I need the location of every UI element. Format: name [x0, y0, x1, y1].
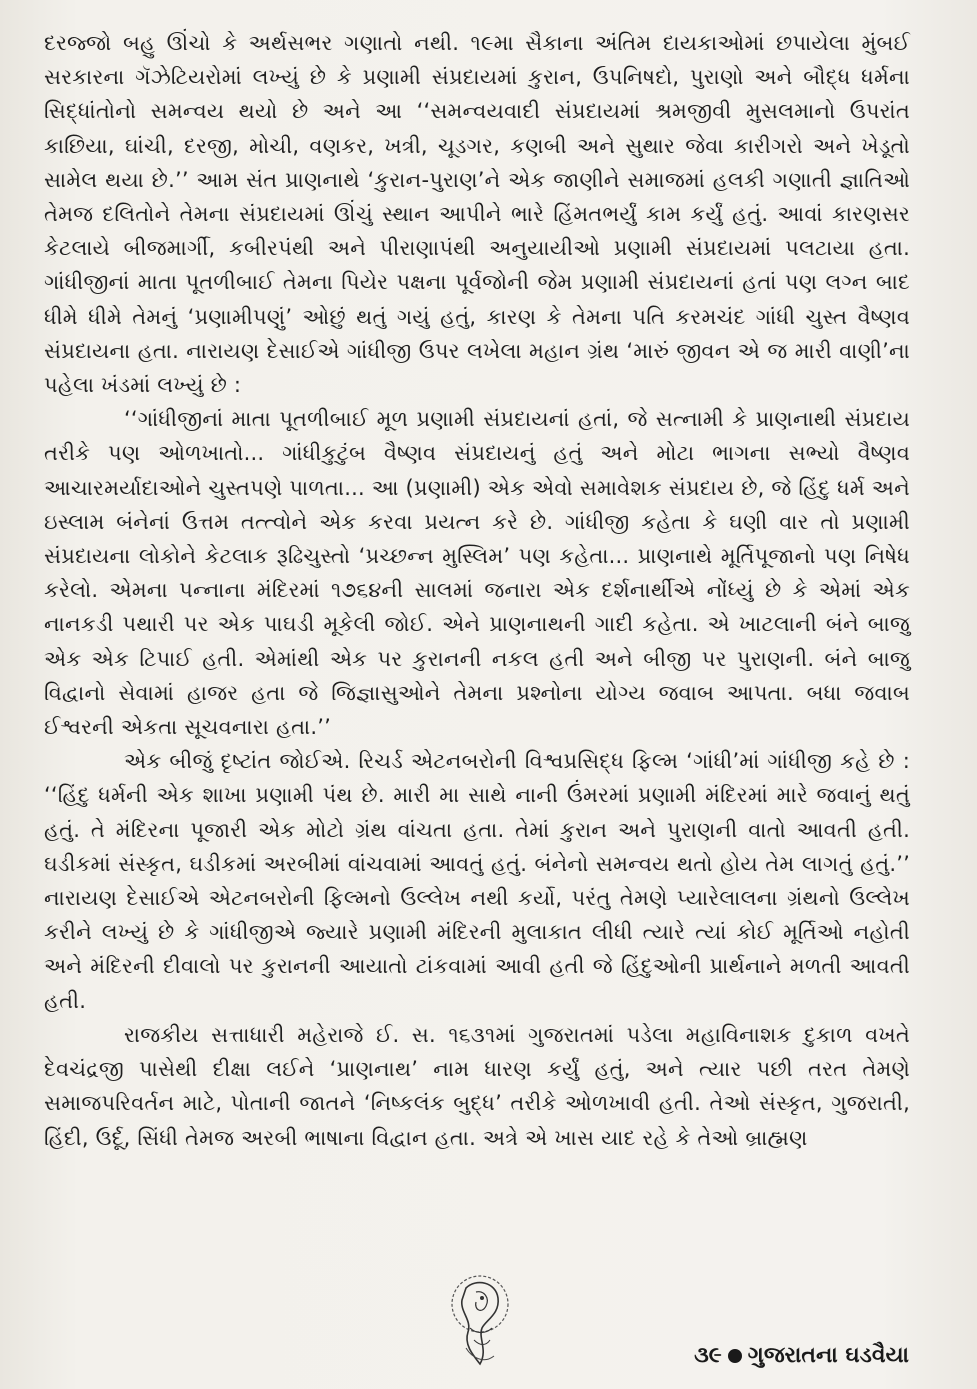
- bullet-icon: [728, 1349, 742, 1363]
- book-title: ગુજરાતના ઘડવૈયા: [747, 1343, 909, 1368]
- paragraph-2-quote: ‘‘ગાંધીજીનાં માતા પૂતળીબાઈ મૂળ પ્રણામી સંપ્રદાયનાં હતાં, જે સત્નામી કે પ્રાણનાથી સંપ્રદાય તરીકે પણ ઓળખાતો... ગાંધીકુટુંબ વૈષ્ણવ સંપ્રદાયનું હતું અને મોટા ભાગના સભ્યો વૈષ્ણવ આચારમર્યાદાઓને ચુસ્તપણે પાળતા... આ (પ્રણામી) એક એવો સમાવેશક સંપ્રદાય છે, જે હિંદુ ધર્મ અને ઇસ્લામ બંનેનાં ઉત્તમ તત્ત્વોને એક કરવા પ્રયત્ન કરે છે. ગાંધીજી કહેતા કે ઘણી વાર તો પ્રણામી સંપ્રદાયના લોકોને કેટલાક રૂઢિચુસ્તો ‘પ્રચ્છન્ન મુસ્લિમ’ પણ કહેતા... પ્રાણનાથે મૂર્તિપૂજાનો પણ નિષેધ કરેલો. એમના પન્નાના મંદિરમાં ૧૭૬૪ની સાલમાં જનારા એક દર્શનાર્થીએ નોંધ્યું છે કે એમાં એક નાનકડી પથારી પર એક પાઘડી મૂકેલી જોઈ. એને પ્રાણનાથની ગાદી કહેતા. એ ખાટલાની બંને બાજુ એક એક ટિપાઈ હતી. એમાંથી એક પર કુરાનની નકલ હતી અને બીજી પર પુરાણની. બંને બાજુ વિદ્વાનો સેવામાં હાજર હતા જે જિજ્ઞાસુઓને તેમના પ્રશ્નોના યોગ્ય જવાબ આપતા. બધા જવાબ ઈશ્વરની એકતા સૂચવનારા હતા.’’: [44, 407, 910, 740]
- decorative-emblem-icon: [436, 1268, 526, 1378]
- paragraph-3: એક બીજું દૃષ્ટાંત જોઈએ. રિચર્ડ એટનબરોની વિશ્વપ્રસિદ્ધ ફિલ્મ ‘ગાંધી’માં ગાંધીજી કહે છે : ‘‘હિંદુ ધર્મની એક શાખા પ્રણામી પંથ છે. મારી મા સાથે નાની ઉંમરમાં પ્રણામી મંદિરમાં મારે જવાનું થતું હતું. તે મંદિરના પૂજારી એક મોટો ગ્રંથ વાંચતા હતા. તેમાં કુરાન અને પુરાણની વાતો આવતી હતી. ઘડીકમાં સંસ્કૃત, ઘડીકમાં અરબીમાં વાંચવામાં આવતું હતું. બંનેનો સમન્વય થતો હોય તેમ લાગતું હતું.’’ નારાયણ દેસાઈએ એટનબરોની ફિલ્મનો ઉલ્લેખ નથી કર્યો, પરંતુ તેમણે પ્યારેલાલના ગ્રંથનો ઉલ્લેખ કરીને લખ્યું છે કે ગાંધીજીએ જ્યારે પ્રણામી મંદિરની મુલાકાત લીધી ત્યારે ત્યાં કોઈ મૂર્તિઓ નહોતી અને મંદિરની દીવાલો પર કુરાનની આયાતો ટાંકવામાં આવી હતી જે હિંદુઓની પ્રાર્થનાને મળતી આવતી હતી.: [44, 749, 910, 1013]
- page-number: ૩૯: [694, 1343, 722, 1368]
- paragraph-1: દરજ્જો બહુ ઊંચો કે અર્થસભર ગણાતો નથી. ૧૯મા સૈકાના અંતિમ દાયકાઓમાં છપાયેલા મુંબઈ સરકારના ગૅઝેટિયરોમાં લખ્યું છે કે પ્રણામી સંપ્રદાયમાં કુરાન, ઉપનિષદો, પુરાણો અને બૌદ્ધ ધર્મના સિદ્ધાંતોનો સમન્વય થયો છે અને આ ‘‘સમન્વયવાદી સંપ્રદાયમાં શ્રમજીવી મુસલમાનો ઉપરાંત કાછિયા, ઘાંચી, દરજી, મોચી, વણકર, ખત્રી, ચૂડગર, કણબી અને સુથાર જેવા કારીગરો અને ખેડૂતો સામેલ થયા છે.’’ આમ સંત પ્રાણનાથે ‘કુરાન-પુરાણ’ને એક જાણીને સમાજમાં હલકી ગણાતી જ્ઞાતિઓ તેમજ દલિતોને તેમના સંપ્રદાયમાં ઊંચું સ્થાન આપીને ભારે હિંમતભર્યું કામ કર્યું હતું. આવાં કારણસર કેટલાયે બીજમાર્ગી, કબીરપંથી અને પીરાણાપંથી અનુયાયીઓ પ્રણામી સંપ્રદાયમાં પલટાયા હતા. ગાંધીજીનાં માતા પૂતળીબાઈ તેમના પિયેર પક્ષના પૂર્વજોની જેમ પ્રણામી સંપ્રદાયનાં હતાં પણ લગ્ન બાદ ધીમે ધીમે તેમનું ‘પ્રણામીપણું’ ઓછું થતું ગયું હતું, કારણ કે તેમના પતિ કરમચંદ ગાંધી ચુસ્ત વૈષ્ણવ સંપ્રદાયના હતા. નારાયણ દેસાઈએ ગાંધીજી ઉપર લખેલા મહાન ગ્રંથ ‘મારું જીવન એ જ મારી વાણી’ના પહેલા ખંડમાં લખ્યું છે :: [44, 31, 910, 398]
- body-text: [44, 26, 910, 1155]
- paragraph-4: રાજકીય સત્તાધારી મહેરાજે ઈ. સ. ૧૬૩૧માં ગુજરાતમાં પડેલા મહાવિનાશક દુકાળ વખતે દેવચંદ્રજી પાસેથી દીક્ષા લઈને ‘પ્રાણનાથ’ નામ ધારણ કર્યું હતું, અને ત્યાર પછી તરત તેમણે સમાજપરિવર્તન માટે, પોતાની જાતને ‘નિષ્કલંક બુદ્ધ’ તરીકે ઓળખાવી હતી. તેઓ સંસ્કૃત, ગુજરાતી, હિંદી, ઉર્દૂ, સિંધી તેમજ અરબી ભાષાના વિદ્વાન હતા. અત્રે એ ખાસ યાદ રહે કે તેઓ બ્રાહ્મણ: [44, 1022, 910, 1150]
- page-footer: [694, 1343, 909, 1368]
